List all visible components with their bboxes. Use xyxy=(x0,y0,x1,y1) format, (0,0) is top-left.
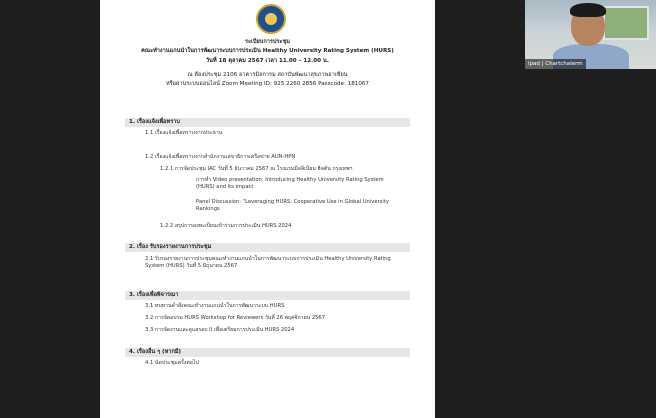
section-heading-1: 1. เรื่องแจ้งเพื่อทราบ xyxy=(125,118,410,127)
agenda-item-2-1: 2.1 รับรองรายงานการประชุมคณะทำงานแกนนำในการพัฒนาระบบการประเมิน Healthy University Rating System (HURS) วันที่ 5 มิถุนายน 2567 xyxy=(145,256,391,269)
agenda-subitem-panel: Panel Discussion: “Leveraging HURS: Cooperative Use in Global University Rankings xyxy=(196,199,389,212)
agenda-item-1-2-2: 1.2.2 สรุปการลงทะเบียนเข้าร่วมการประเมิน HURS 2024 xyxy=(160,223,292,229)
shared-document-page xyxy=(100,0,435,418)
agenda-item-3-1: 3.1 ทบทวนคำสั่งคณะทำงานแกนนำในการพัฒนาระบบ HURS xyxy=(145,303,285,309)
section-heading-2: 2. เรื่อง รับรองรายงานการประชุม xyxy=(125,243,410,252)
participant-name-label: ipad | Chartchalerm xyxy=(525,59,586,69)
participant-video-tile[interactable] xyxy=(525,0,656,69)
section-heading-3: 3. เรื่องเพื่อพิจารณา xyxy=(125,291,410,300)
background-window xyxy=(603,6,649,40)
meeting-venue: ณ ห้องประชุม 2106 อาคารมิลการม สถาบันพัฒนาสุขภาพอาเซียน xyxy=(187,72,348,78)
agenda-item-1-2: 1.2 เรื่องแจ้งเพื่อทราบจากสำนักงานเลขาธิการเครือข่าย AUN-HPN xyxy=(145,154,296,160)
agenda-title: ระเบียบการประชุม xyxy=(245,39,290,45)
agenda-subitem-video: การทำ Video presentation: Introducing Healthy University Rating System (HURS) and its impact xyxy=(196,177,384,190)
participant-hair xyxy=(570,3,606,17)
committee-name: คณะทำงานแกนนำในการพัฒนาระบบการประเมิน Healthy University Rating System (HURS) xyxy=(141,48,394,54)
agenda-item-3-2: 3.2 การจัดอบรม HURS Workshop for Reviewers วันที่ 26 พฤศจิกายน 2567 xyxy=(145,315,326,321)
agenda-item-3-3: 3.3 การจัดงานและดูแลรอบ II เพื่อเตรียมการประเมิน HURS 2024 xyxy=(145,327,295,333)
agenda-item-1-2-1: 1.2.1 การจัดประชุม IAC วันที่ 5 ธันวาคม 2567 ณ โรงแรมมิลลิเนียม ฮิลตัน กรุงเทพฯ xyxy=(160,166,353,172)
university-seal-icon xyxy=(256,4,286,34)
agenda-item-4-1: 4.1 นัดประชุมครั้งต่อไป xyxy=(145,360,199,366)
section-heading-4: 4. เรื่องอื่น ๆ (หากมี) xyxy=(125,348,410,357)
agenda-item-1-1: 1.1 เรื่องแจ้งเพื่อทราบจากประธาน xyxy=(145,130,223,136)
meeting-online-info: หรือผ่านระบบออนไลน์ Zoom Meeting ID: 925 2260 2856 Passcode: 181067 xyxy=(165,81,369,87)
meeting-datetime: วันที่ 18 ตุลาคม 2567 เวลา 11.00 – 12.00 น. xyxy=(206,58,329,64)
